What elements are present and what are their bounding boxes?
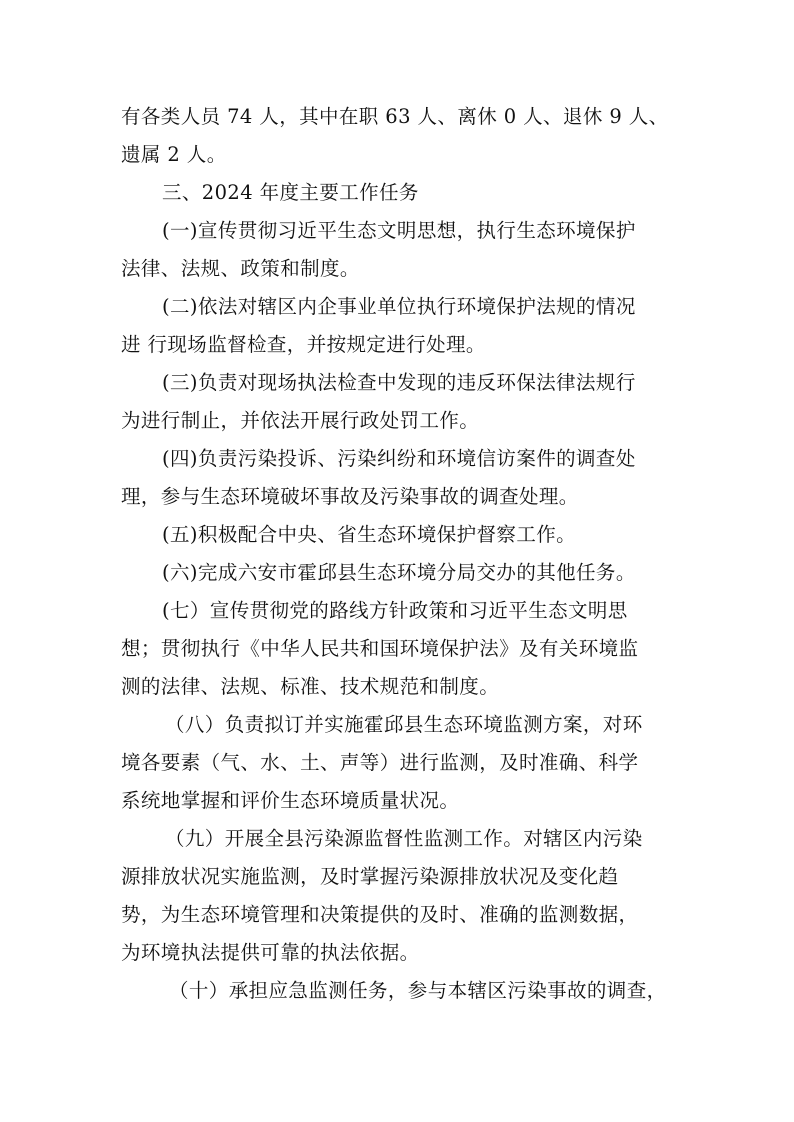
task-item-8 (121, 706, 677, 820)
text-line: (三)负责对现场执法检查中发现的违反环保法律法规行 (162, 371, 636, 394)
text-line: 为进行制止，并依法开展行政处罚工作。 (121, 409, 480, 432)
text-line: 法律、法规、政策和制度。 (121, 257, 360, 280)
section-heading (121, 174, 677, 212)
text-line: 测的法律、法规、标准、技术规范和制度。 (121, 675, 500, 698)
text-line: （八）负责拟订并实施霍邱县生态环境监测方案，对环 (165, 713, 643, 736)
task-item-10 (121, 972, 677, 1010)
text-line: (五)积极配合中央、省生态环境保护督察工作。 (162, 523, 577, 546)
text-line: 理，参与生态环境破坏事故及污染事故的调查处理。 (121, 485, 579, 508)
text-line: 有各类人员 74 人，其中在职 63 人、离休 0 人、退休 9 人、 (121, 105, 669, 128)
text-line: 势，为生态环境管理和决策提供的及时、准确的监测数据， (121, 903, 639, 926)
text-line: 三、2024 年度主要工作任务 (162, 181, 419, 204)
text-line: (一)宣传贯彻习近平生态文明思想，执行生态环境保护 (162, 219, 636, 242)
text-line: (七）宣传贯彻党的路线方针政策和习近平生态文明思 (162, 599, 628, 622)
task-item-7 (121, 592, 677, 706)
text-line: (二)依法对辖区内企事业单位执行环境保护法规的情况 (162, 295, 636, 318)
text-line: 源排放状况实施监测，及时掌握污染源排放状况及变化趋 (121, 865, 619, 888)
task-item-3 (121, 364, 677, 440)
text-line: (四)负责污染投诉、污染纠纷和环境信访案件的调查处 (162, 447, 636, 470)
text-line: （九）开展全县污染源监督性监测工作。对辖区内污染 (165, 827, 643, 850)
text-line: （十）承担应急监测任务，参与本辖区污染事故的调查， (169, 979, 667, 1002)
text-line: 进 行现场监督检查，并按规定进行处理。 (121, 333, 486, 356)
task-item-1 (121, 212, 677, 288)
text-line: 为环境执法提供可靠的执法依据。 (121, 941, 420, 964)
text-line: (六)完成六安市霍邱县生态环境分局交办的其他任务。 (162, 561, 636, 584)
task-item-2 (121, 288, 677, 364)
task-item-4 (121, 440, 677, 516)
text-line: 境各要素（气、水、土、声等）进行监测，及时准确、科学 (121, 751, 639, 774)
text-line: 遗属 2 人。 (121, 143, 227, 166)
text-line: 系统地掌握和评价生态环境质量状况。 (121, 789, 460, 812)
document-body (121, 98, 677, 1010)
task-item-5 (121, 516, 677, 554)
text-line: 想；贯彻执行《中华人民共和国环境保护法》及有关环境监 (121, 637, 639, 660)
task-item-9 (121, 820, 677, 972)
task-item-6 (121, 554, 677, 592)
paragraph-staff-count (121, 98, 677, 174)
